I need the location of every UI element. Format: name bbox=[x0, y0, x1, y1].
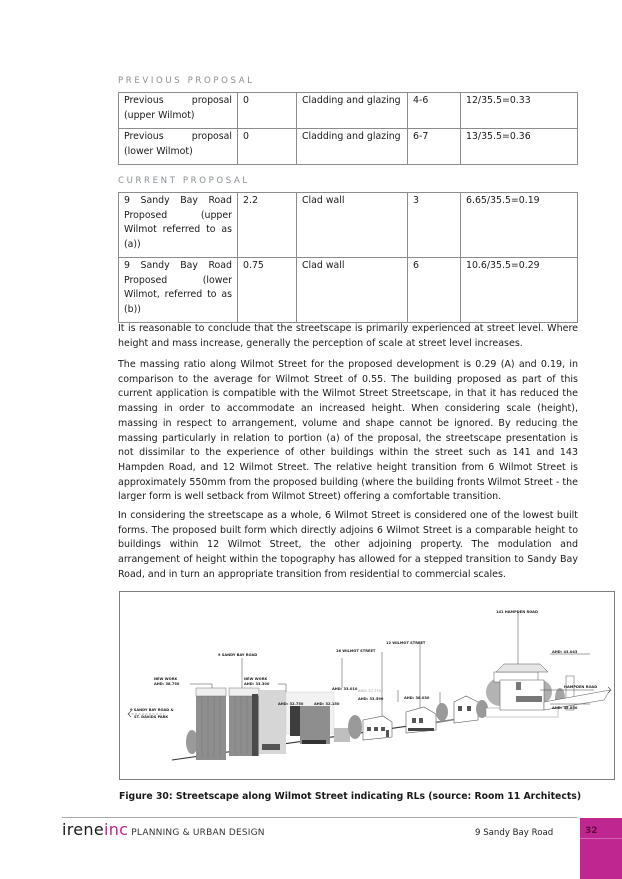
label-hampden-road: HAMPDEN ROAD bbox=[564, 685, 598, 689]
table-cell: Cladding and glazing bbox=[297, 93, 408, 129]
table-row bbox=[119, 258, 578, 323]
label-new-work-2-ahd: AHD: 33.300 bbox=[244, 682, 270, 686]
label-141-hampden: 141 HAMPDEN ROAD bbox=[496, 610, 538, 614]
table-cell: Previous proposal (upper Wilmot) bbox=[119, 93, 238, 129]
label-ahd-f: AHD: 36.030 bbox=[404, 696, 430, 700]
label-left-arrow-2: ST. DAVIDS PARK bbox=[134, 715, 169, 719]
table-cell: 6 bbox=[408, 258, 461, 323]
table-cell: 10.6/35.5=0.29 bbox=[461, 258, 578, 323]
table-cell: 0.75 bbox=[238, 258, 297, 323]
label-new-work-2: NEW WORK bbox=[244, 677, 268, 681]
label-ahd-g: AHD: 43.043 bbox=[552, 650, 578, 654]
label-ahd-d: AHD: 37.775 bbox=[358, 689, 381, 693]
brand-irene: irene bbox=[62, 820, 104, 839]
label-12-wilmot: 12 WILMOT STREET bbox=[386, 641, 426, 645]
table-cell: 6-7 bbox=[408, 129, 461, 165]
elevation-drawing bbox=[120, 592, 614, 779]
page-number: 32 bbox=[585, 826, 598, 836]
label-new-work-1-ahd: AHD: 38.750 bbox=[154, 682, 180, 686]
table-row bbox=[119, 193, 578, 258]
body-paragraph-1: It is reasonable to conclude that the streetscape is primarily experienced at street level. Where height and mass increase, generally the perception of scale at street level increases. bbox=[118, 323, 578, 349]
table-cell: 0 bbox=[238, 129, 297, 165]
label-16-wilmot: 16 WILMOT STREET bbox=[336, 649, 376, 653]
table-cell: 2.2 bbox=[238, 193, 297, 258]
current-proposal-heading: CURRENT PROPOSAL bbox=[118, 176, 250, 186]
footer-divider bbox=[62, 817, 577, 818]
streetscape-elevation-figure bbox=[119, 591, 615, 780]
label-ahd-c: AHD: 33.010 bbox=[332, 687, 358, 691]
label-ahd-h: AHD: 35.850 bbox=[552, 706, 578, 710]
label-ahd-e: AHD: 33.590 bbox=[358, 697, 384, 701]
table-cell: Previous proposal (lower Wilmot) bbox=[119, 129, 238, 165]
table-cell: 0 bbox=[238, 93, 297, 129]
table-row bbox=[119, 129, 578, 165]
table-cell: 13/35.5=0.36 bbox=[461, 129, 578, 165]
table-cell: Clad wall bbox=[297, 258, 408, 323]
brand-inc: inc bbox=[104, 820, 129, 839]
label-ahd-b: AHD: 32.150 bbox=[314, 702, 340, 706]
label-left-arrow-1: 9 SANDY BAY ROAD & bbox=[130, 708, 174, 712]
table-cell: 4-6 bbox=[408, 93, 461, 129]
table-cell: Cladding and glazing bbox=[297, 129, 408, 165]
page-tab-divider bbox=[580, 838, 622, 839]
table-cell: 9 Sandy Bay Road Proposed (upper Wilmot referred to as (a)) bbox=[119, 193, 238, 258]
previous-proposal-heading: PREVIOUS PROPOSAL bbox=[118, 76, 255, 86]
label-sandy-bay-road: 9 SANDY BAY ROAD bbox=[218, 653, 258, 657]
label-ahd-a: AHD: 32.750 bbox=[278, 702, 304, 706]
table-row bbox=[119, 93, 578, 129]
table-cell: 3 bbox=[408, 193, 461, 258]
label-new-work-1: NEW WORK bbox=[154, 677, 178, 681]
body-paragraph-2: The massing ratio along Wilmot Street for the proposed development is 0.29 (A) and 0.19, in comparison to the average for Wilmot Street of 0.55. The building proposed as part of this current application is compatible with the Wilmot Street Streetscape, in that it has reduced the massing in order to accommodate an increased height. When considering scale (height), massing in respect to arrangement, volume and shape cannot be ignored. By reducing the massing particularly in relation to portion (a) of the proposal, the streetscape presentation is not dissimilar to the experience of other buildings within the street such as 141 and 143 Hampden Road, and 12 Wilmot Street. The relative height transition from 6 Wilmot Street is approximately 550mm from the proposed building (where the building fronts Wilmot Street - the larger form is well setback from Wilmot Street) offering a comfortable transition. bbox=[118, 359, 578, 503]
figure-caption: Figure 30: Streetscape along Wilmot Street indicating RLs (source: Room 11 Architects) bbox=[119, 791, 582, 802]
table-cell: 6.65/35.5=0.19 bbox=[461, 193, 578, 258]
brand-logo bbox=[62, 820, 265, 839]
table-cell: Clad wall bbox=[297, 193, 408, 258]
previous-proposal-table bbox=[118, 92, 578, 165]
table-cell: 12/35.5=0.33 bbox=[461, 93, 578, 129]
body-paragraph-3: In considering the streetscape as a whole, 6 Wilmot Street is considered one of the lowest built forms. The proposed built form which directly adjoins 6 Wilmot Street is a comparable height to buildings within 12 Wilmot Street, the other adjoining property. The modulation and arrangement of height within the topography has allowed for a stepped transition to Sandy Bay Road, and in turn an appropriate transition from residential to commercial scales. bbox=[118, 510, 578, 580]
document-name: 9 Sandy Bay Road bbox=[475, 828, 554, 838]
brand-tagline: PLANNING & URBAN DESIGN bbox=[131, 828, 265, 838]
table-cell: 9 Sandy Bay Road Proposed (lower Wilmot, referred to as (b)) bbox=[119, 258, 238, 323]
current-proposal-table bbox=[118, 192, 578, 323]
